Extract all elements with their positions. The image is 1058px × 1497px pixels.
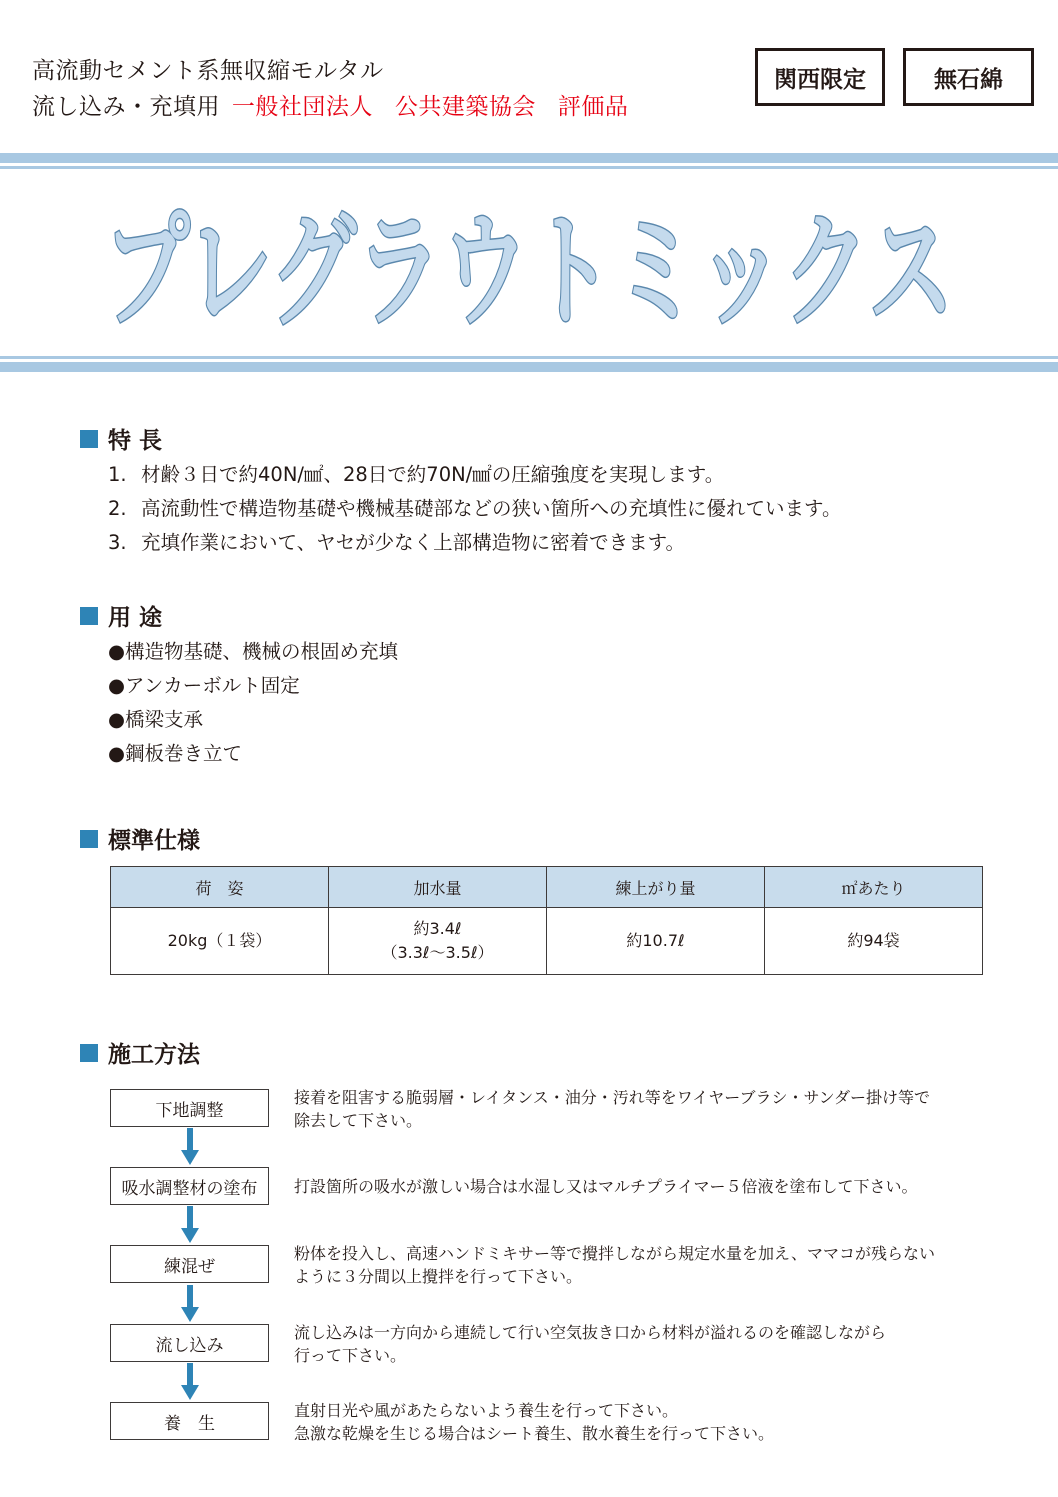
step-description-line: 除去して下さい。 (294, 1111, 423, 1130)
product-usage-line (32, 88, 650, 121)
cell-water (329, 908, 547, 975)
step-box: 流し込み (110, 1324, 269, 1362)
spec-heading (80, 822, 200, 855)
step-box: 練混ぜ (110, 1245, 269, 1283)
uses-heading-text: 用 途 (108, 605, 163, 631)
uses-heading (80, 599, 162, 632)
step-description-line: 直射日光や風があたらないよう養生を行って下さい。 (294, 1401, 679, 1420)
step-description-line: 流し込みは一方向から連続して行い空気抜き口から材料が溢れるのを確認しながら (294, 1323, 887, 1342)
use-item: ●鋼板巻き立て (108, 742, 243, 765)
band-bottom-thin (0, 356, 1058, 359)
col-water: 加水量 (329, 867, 547, 908)
use-item: ●橋梁支承 (108, 708, 204, 731)
feature-text: 充填作業において、ヤセが少なく上部構造物に密着できます。 (141, 531, 686, 554)
heading-marker-icon (80, 830, 98, 848)
arrow-down-icon (180, 1285, 200, 1323)
step-box: 養 生 (110, 1402, 269, 1440)
feature-text: 材齢３日で約40N/㎟、28日で約70N/㎟の圧縮強度を実現します。 (141, 463, 725, 486)
step-description (294, 1399, 774, 1445)
feature-number: 2. (108, 497, 127, 520)
feature-number: 1. (108, 463, 127, 486)
feature-item (108, 459, 724, 487)
spec-header-row (111, 867, 983, 908)
org-type: 一般社団法人 (231, 94, 373, 120)
use-item: ●構造物基礎、機械の根固め充填 (108, 640, 399, 663)
features-heading-text: 特 長 (108, 428, 163, 454)
heading-marker-icon (80, 1044, 98, 1062)
arrow-down-icon (180, 1206, 200, 1244)
feature-item (108, 493, 841, 521)
usage-label: 流し込み・充填用 (32, 94, 220, 120)
step-description (294, 1175, 918, 1198)
col-yield: 練上がり量 (547, 867, 765, 908)
col-per-m2: ㎡あたり (765, 867, 983, 908)
evaluation-note (232, 94, 651, 120)
step-description-line: ように３分間以上攪拌を行って下さい。 (294, 1267, 583, 1286)
cell-yield: 約10.7ℓ (547, 908, 765, 975)
band-top-thick (0, 153, 1058, 163)
step-description-line: 行って下さい。 (294, 1346, 407, 1365)
method-heading (80, 1036, 200, 1069)
step-description-line: 粉体を投入し、高速ハンドミキサー等で攪拌しながら規定水量を加え、ママコが残らない (294, 1244, 935, 1263)
step-description-line: 接着を阻害する脆弱層・レイタンス・油分・汚れ等をワイヤーブラシ・サンダー掛け等で (294, 1088, 931, 1107)
product-title-text: プレグラウトミックス (104, 200, 954, 344)
spec-table (110, 866, 983, 975)
region-badge: 関西限定 (755, 48, 885, 106)
step-box: 吸水調整材の塗布 (110, 1167, 269, 1205)
cell-per-m2: 約94袋 (765, 908, 983, 975)
step-description (294, 1242, 935, 1288)
feature-item (108, 527, 685, 555)
org-name: 公共建築協会 (394, 94, 536, 120)
cell-package: 20kg（１袋） (111, 908, 329, 975)
product-title (0, 172, 1058, 348)
use-item: ●アンカーボルト固定 (108, 674, 300, 697)
col-package: 荷 姿 (111, 867, 329, 908)
product-category: 高流動セメント系無収縮モルタル (32, 58, 384, 84)
heading-marker-icon (80, 607, 98, 625)
spec-heading-text: 標準仕様 (108, 828, 200, 854)
table-row (111, 908, 983, 975)
arrow-down-icon (180, 1128, 200, 1166)
product-title-graphic (0, 172, 1058, 348)
feature-number: 3. (108, 531, 127, 554)
water-range: （3.3ℓ～3.5ℓ） (381, 943, 494, 962)
band-bottom-thick (0, 362, 1058, 372)
arrow-down-icon (180, 1363, 200, 1401)
method-heading-text: 施工方法 (108, 1042, 200, 1068)
step-description-line: 打設箇所の吸水が激しい場合は水湿し又はマルチプライマー５倍液を塗布して下さい。 (294, 1177, 918, 1196)
evaluation-label: 評価品 (557, 94, 629, 120)
band-top-thin (0, 166, 1058, 169)
heading-marker-icon (80, 430, 98, 448)
features-heading (80, 422, 162, 455)
step-description (294, 1321, 886, 1367)
step-description (294, 1086, 930, 1132)
step-box: 下地調整 (110, 1089, 269, 1127)
asbestos-free-badge: 無石綿 (903, 48, 1034, 106)
step-description-line: 急激な乾燥を生じる場合はシート養生、散水養生を行って下さい。 (294, 1424, 775, 1443)
water-amount: 約3.4ℓ (413, 919, 462, 938)
feature-text: 高流動性で構造物基礎や機械基礎部などの狭い箇所への充填性に優れています。 (141, 497, 842, 520)
